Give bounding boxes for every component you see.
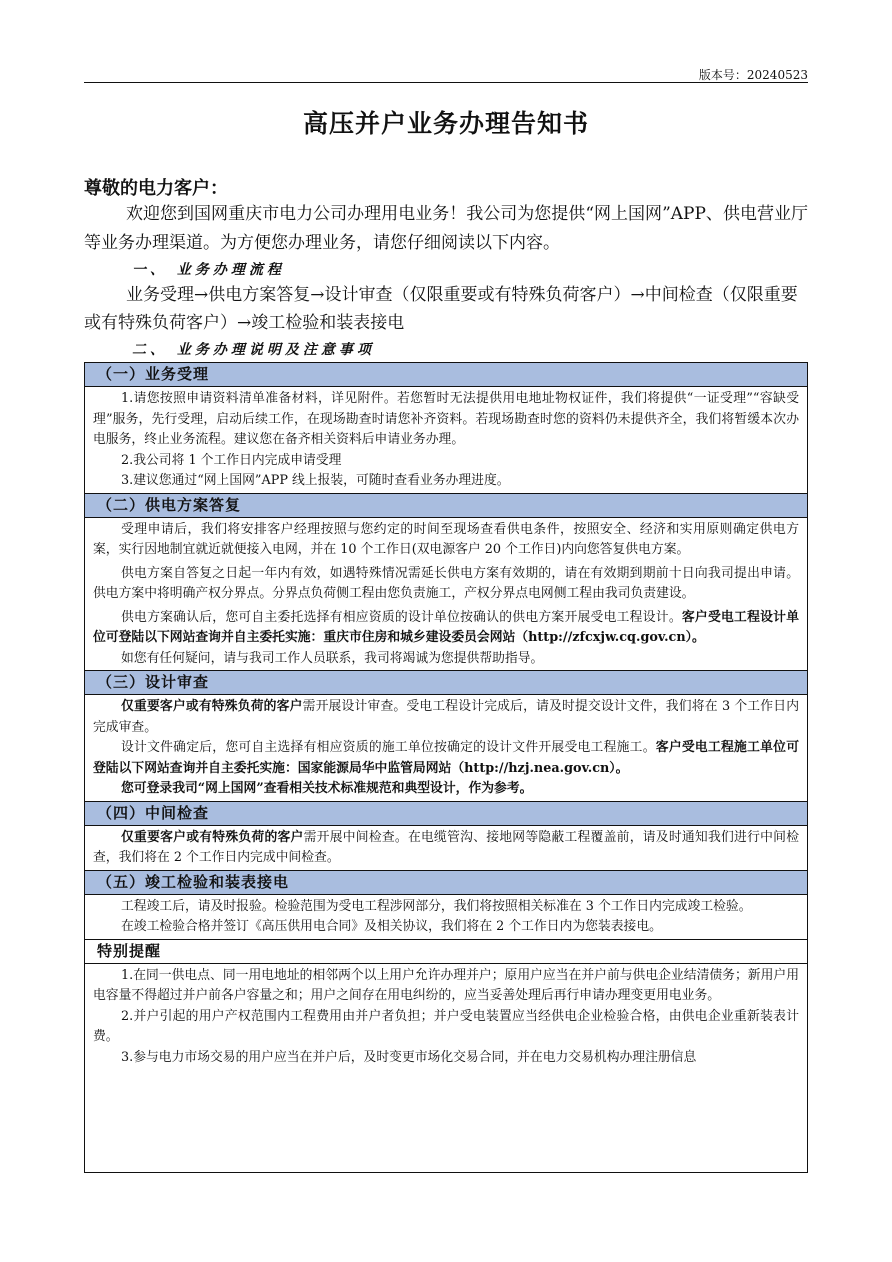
- supply-plan-para-1: 受理申请后，我们将安排客户经理按照与您约定的时间至现场查看供电条件，按照安全、经济和实用原则确定供电方案，实行因地制宜就近就便接入电网，并在 10 个工作日(双电源客户 20 个工作日)内向您答复供电方案。: [93, 521, 799, 557]
- midterm-inspection-para-1-text: 需开展中间检查。在电缆管沟、接地网等隐蔽工程覆盖前，请及时通知我们进行中间检查，我们将在 2 个工作日内完成中间检查。: [93, 829, 800, 865]
- table-header-midterm-inspection: （四）中间检查: [85, 802, 807, 826]
- supply-plan-para-3-text: 供电方案确认后，您可自主委托选择有相应资质的设计单位按确认的供电方案开展受电工程设计。: [121, 609, 682, 625]
- reminder-item-2: 2.并户引起的用户产权范围内工程费用由并户者负担；并户受电装置应当经供电企业检验合格，由供电企业重新装表计费。: [93, 1008, 799, 1044]
- supply-plan-design-site-note: 客户受电工程设计单位可登陆以下网站查询并自主委托实施：重庆市住房和城乡建设委员会网站（http://zfcxjw.cq.gov.cn）。: [93, 609, 800, 645]
- acceptance-item-3: 3.建议您通过“网上国网”APP 线上报装，可随时查看业务办理进度。: [121, 473, 510, 488]
- design-review-construction-site-note: 客户受电工程施工单位可登陆以下网站查询并自主委托实施：国家能源局华中监管局网站（http://hzj.nea.gov.cn）。: [93, 740, 800, 776]
- section-2-title: 二、 业务办理说明及注意事项: [132, 342, 375, 358]
- table-header-business-acceptance: （一）业务受理: [85, 363, 807, 387]
- section-1-title: 一、 业务办理流程: [132, 262, 285, 278]
- reminder-item-1: 1.在同一供电点、同一用电地址的相邻两个以上用户允许办理并户；原用户应当在并户前与供电企业结清债务；新用户用电容量不得超过并户前各户容量之和；用户之间存在用电纠纷的，应当妥善处理后再行申请办理变更用电业务。: [93, 967, 799, 1003]
- design-review-para-2-text: 设计文件确定后，您可自主选择有相应资质的施工单位按确定的设计文件开展受电工程施工。: [121, 740, 656, 755]
- notice-table: [84, 362, 808, 1173]
- midterm-inspection-scope: 仅重要客户或有特殊负荷的客户: [121, 829, 304, 845]
- table-header-special-reminder: 特别提醒: [85, 940, 807, 964]
- acceptance-item-2: 2.我公司将 1 个工作日内完成申请受理: [121, 452, 342, 468]
- design-review-para-3: [93, 779, 799, 800]
- design-review-scope: 仅重要客户或有特殊负荷的客户: [121, 699, 303, 714]
- intro-paragraph: 欢迎您到国网重庆市电力公司办理用电业务！我公司为您提供“网上国网”APP、供电营业厅等业务办理渠道。为方便您办理业务，请您仔细阅读以下内容。: [84, 204, 808, 253]
- supply-plan-para-3: [93, 608, 799, 649]
- table-body-business-acceptance: [85, 387, 807, 494]
- completion-para-1: 工程竣工后，请及时报验。检验范围为受电工程涉网部分，我们将按照相关标准在 3 个工作日内完成竣工检验。: [121, 898, 752, 914]
- greeting: 尊敬的电力客户：: [84, 178, 228, 199]
- table-body-completion-inspection: [85, 895, 807, 940]
- acceptance-item-1: 1.请您按照申请资料清单准备材料，详见附件。若您暂时无法提供用电地址物权证件，我们将提供“一证受理”“容缺受理”服务，先行受理，启动后续工作，在现场勘查时请您补齐资料。若现场勘查时您的资料仍未提供齐全，我们将暂缓本次办电服务，终止业务流程。建议您在备齐相关资料后申请业务办理。: [93, 391, 799, 447]
- supply-plan-para-4: 如您有任何疑问，请与我司工作人员联系，我司将竭诚为您提供帮助指导。: [121, 650, 544, 666]
- table-header-completion-inspection: （五）竣工检验和装表接电: [85, 871, 807, 895]
- process-flow: 业务受理→供电方案答复→设计审查（仅限重要或有特殊负荷客户）→中间检查（仅限重要或有特殊负荷客户）→竣工检验和装表接电: [84, 285, 798, 333]
- design-review-reference-note: 您可登录我司“网上国网”查看相关技术标准规范和典型设计，作为参考。: [121, 781, 533, 796]
- table-header-supply-plan: （二）供电方案答复: [85, 494, 807, 518]
- supply-plan-para-2: 供电方案自答复之日起一年内有效，如遇特殊情况需延长供电方案有效期的，请在有效期到期前十日向我司提出申请。供电方案中将明确产权分界点。分界点负荷侧工程由您负责施工，产权分界点电网侧工程由我司负责建设。: [93, 565, 799, 601]
- table-body-midterm-inspection: [85, 826, 807, 871]
- version-number: 版本号：20240523: [698, 68, 808, 82]
- design-review-para-1-text: 需开展设计审查。受电工程设计完成后，请及时提交设计文件，我们将在 3 个工作日内完成审查。: [93, 699, 800, 735]
- completion-para-2: 在竣工检验合格并签订《高压供用电合同》及相关协议，我们将在 2 个工作日内为您装表接电。: [121, 919, 662, 934]
- reminder-item-3: 3.参与电力市场交易的用户应当在并户后，及时变更市场化交易合同，并在电力交易机构办理注册信息: [121, 1049, 697, 1065]
- midterm-inspection-para-1: [93, 828, 799, 869]
- table-body-supply-plan: [85, 518, 807, 672]
- table-body-special-reminder: [85, 964, 807, 1070]
- design-review-para-1: [93, 697, 799, 738]
- page-title: 高压并户业务办理告知书: [302, 109, 589, 138]
- table-header-design-review: （三）设计审查: [85, 671, 807, 695]
- design-review-para-2: [93, 738, 799, 779]
- table-body-design-review: [85, 695, 807, 802]
- header-rule: [84, 82, 808, 83]
